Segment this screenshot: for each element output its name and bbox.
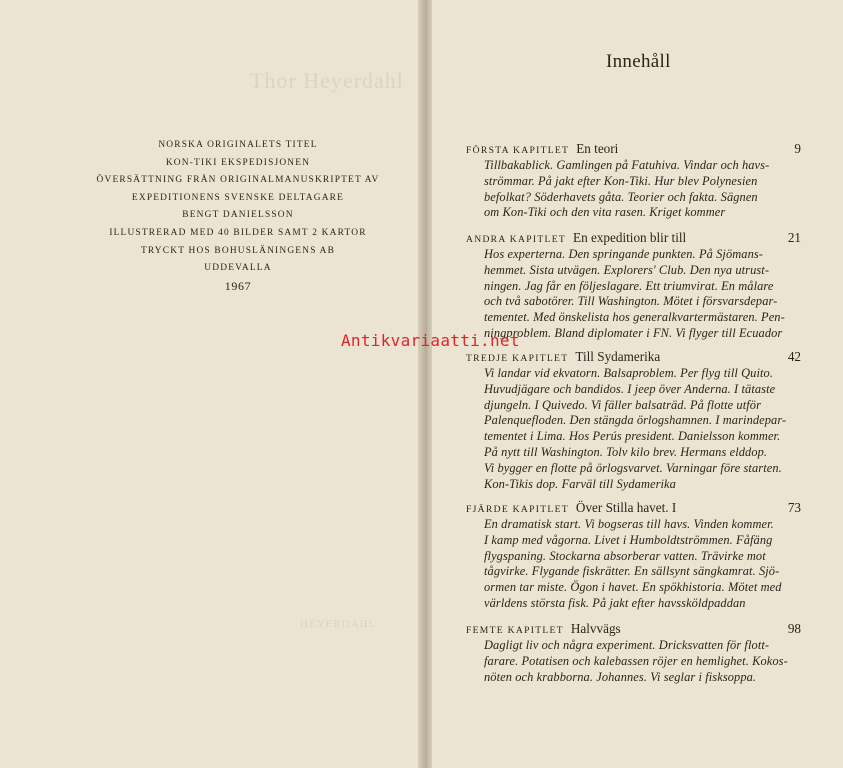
chapter-label: TREDJE KAPITLET	[466, 353, 569, 364]
chapter-summary	[484, 158, 803, 221]
summary-line: nöten och krabborna. Johannes. Vi seglar i fisksoppa.	[484, 669, 757, 684]
colophon-line: ILLUSTRERAD MED 40 BILDER SAMT 2 KARTOR	[109, 227, 367, 238]
summary-line: flygspaning. Stockarna absorberar vatten. Trävirke mot	[484, 548, 766, 563]
bleed-through-author: Thor Heyerdahl	[250, 68, 404, 93]
chapter-title: Halvvägs	[570, 621, 621, 636]
summary-line: ningen. Jag får en följeslagare. Ett triumvirat. En målare	[484, 278, 774, 293]
colophon-line: KON-TIKI EKSPEDISJONEN	[165, 157, 311, 168]
summary-line: Vi bygger en flotte på örlogsvarvet. Varningar före starten.	[484, 460, 782, 475]
chapter-title: En teori	[576, 141, 619, 156]
chapter-page-number: 21	[787, 230, 801, 245]
summary-line: och två sabotörer. Till Washington. Mötet i försvarsdepar-	[484, 294, 778, 309]
summary-line: djungeln. I Quivedo. Vi fäller balsaträd. På flotte utför	[484, 397, 762, 412]
summary-line: farare. Potatisen och kalebassen röjer en hemlighet. Kokos-	[484, 653, 788, 668]
toc-chapter-3	[466, 347, 803, 492]
chapter-summary	[484, 247, 803, 342]
summary-line: världens största fisk. På jakt efter havssköldpaddan	[484, 595, 746, 610]
colophon	[88, 137, 388, 295]
toc-chapter-1	[466, 139, 803, 221]
summary-line: tågvirke. Flygande fiskrätter. En sällsynt sängkamrat. Sjö-	[484, 564, 780, 579]
chapter-summary	[484, 517, 803, 612]
chapter-title: Över Stilla havet. I	[575, 500, 677, 515]
chapter-summary	[484, 638, 803, 685]
summary-line: ningproblem. Bland diplomater i FN. Vi flyger till Ecuador	[484, 325, 783, 340]
summary-line: En dramatisk start. Vi bogseras till havs. Vinden kommer.	[484, 517, 774, 531]
summary-line: hemmet. Sista utvägen. Explorers' Club. Den nya utrust-	[484, 262, 770, 277]
summary-line: befolkat? Söderhavets gåta. Teorier och fakta. Sägnen	[484, 189, 758, 204]
summary-line: ormen tar miste. Ögon i havet. En spökhistoria. Mötet med	[484, 580, 782, 595]
chapter-heading	[466, 139, 803, 158]
chapter-page-number: 73	[787, 500, 801, 515]
toc-chapter-2	[466, 228, 803, 342]
summary-line: I kamp med vågorna. Livet i Humboldtströmmen. Fåfäng	[484, 532, 773, 547]
bleed-through-text: HEYERDAHL	[300, 618, 377, 630]
chapter-label: FJÄRDE KAPITLET	[466, 504, 569, 515]
chapter-summary	[484, 366, 803, 492]
colophon-year: 1967	[224, 278, 252, 293]
chapter-label: FÖRSTA KAPITLET	[466, 145, 570, 156]
toc-title: Innehåll	[606, 51, 671, 72]
toc-chapter-4	[466, 498, 803, 612]
chapter-page-number: 42	[787, 349, 801, 364]
toc-chapter-5	[466, 619, 803, 685]
summary-line: tementet i Lima. Hos Perús president. Danielsson kommer.	[484, 429, 781, 444]
colophon-line: BENGT DANIELSSON	[182, 210, 294, 221]
chapter-heading	[466, 498, 803, 517]
chapter-heading	[466, 228, 803, 247]
summary-line: Vi landar vid ekvatorn. Balsaproblem. Per flyg till Quito.	[484, 366, 774, 380]
chapter-title: En expedition blir till	[573, 230, 687, 245]
colophon-line: UDDEVALLA	[204, 263, 272, 274]
chapter-page-number: 98	[787, 621, 801, 636]
colophon-line: EXPEDITIONENS SVENSKE DELTAGARE	[131, 192, 345, 203]
summary-line: Kon-Tikis dop. Farväl till Sydamerika	[484, 476, 676, 491]
summary-line: På nytt till Washington. Tolv kilo brev. Hermans elddop.	[484, 444, 768, 459]
summary-line: Tillbakablick. Gamlingen på Fatuhiva. Vindar och havs-	[484, 158, 770, 172]
chapter-label: ANDRA KAPITLET	[466, 234, 567, 245]
watermark: Antikvariaatti.net	[341, 331, 520, 350]
chapter-heading	[466, 619, 803, 638]
summary-line: strömmar. På jakt efter Kon-Tiki. Hur blev Polynesien	[484, 173, 758, 188]
chapter-label: FEMTE KAPITLET	[466, 625, 564, 636]
summary-line: om Kon-Tiki och den vita rasen. Kriget kommer	[484, 205, 726, 220]
colophon-line: NORSKA ORIGINALETS TITEL	[158, 140, 318, 150]
summary-line: Hos experterna. Den springande punkten. På Sjömans-	[484, 247, 764, 261]
summary-line: Dagligt liv och några experiment. Dricksvatten för flott-	[484, 638, 770, 652]
chapter-page-number: 9	[794, 141, 801, 156]
summary-line: Huvudjägare och bandidos. I jeep över Anderna. I tätaste	[484, 381, 776, 396]
colophon-line: TRYCKT HOS BOHUSLÄNINGENS AB	[140, 245, 336, 256]
colophon-line: ÖVERSÄTTNING FRÅN ORIGINALMANUSKRIPTET AV	[96, 175, 380, 186]
summary-line: tementet. Med önskelista hos generalkvartermästaren. Pen-	[484, 310, 785, 325]
chapter-title: Till Sydamerika	[575, 349, 661, 364]
summary-line: Palenquefloden. Den stängda örlogshamnen. I marindepar-	[484, 413, 787, 428]
